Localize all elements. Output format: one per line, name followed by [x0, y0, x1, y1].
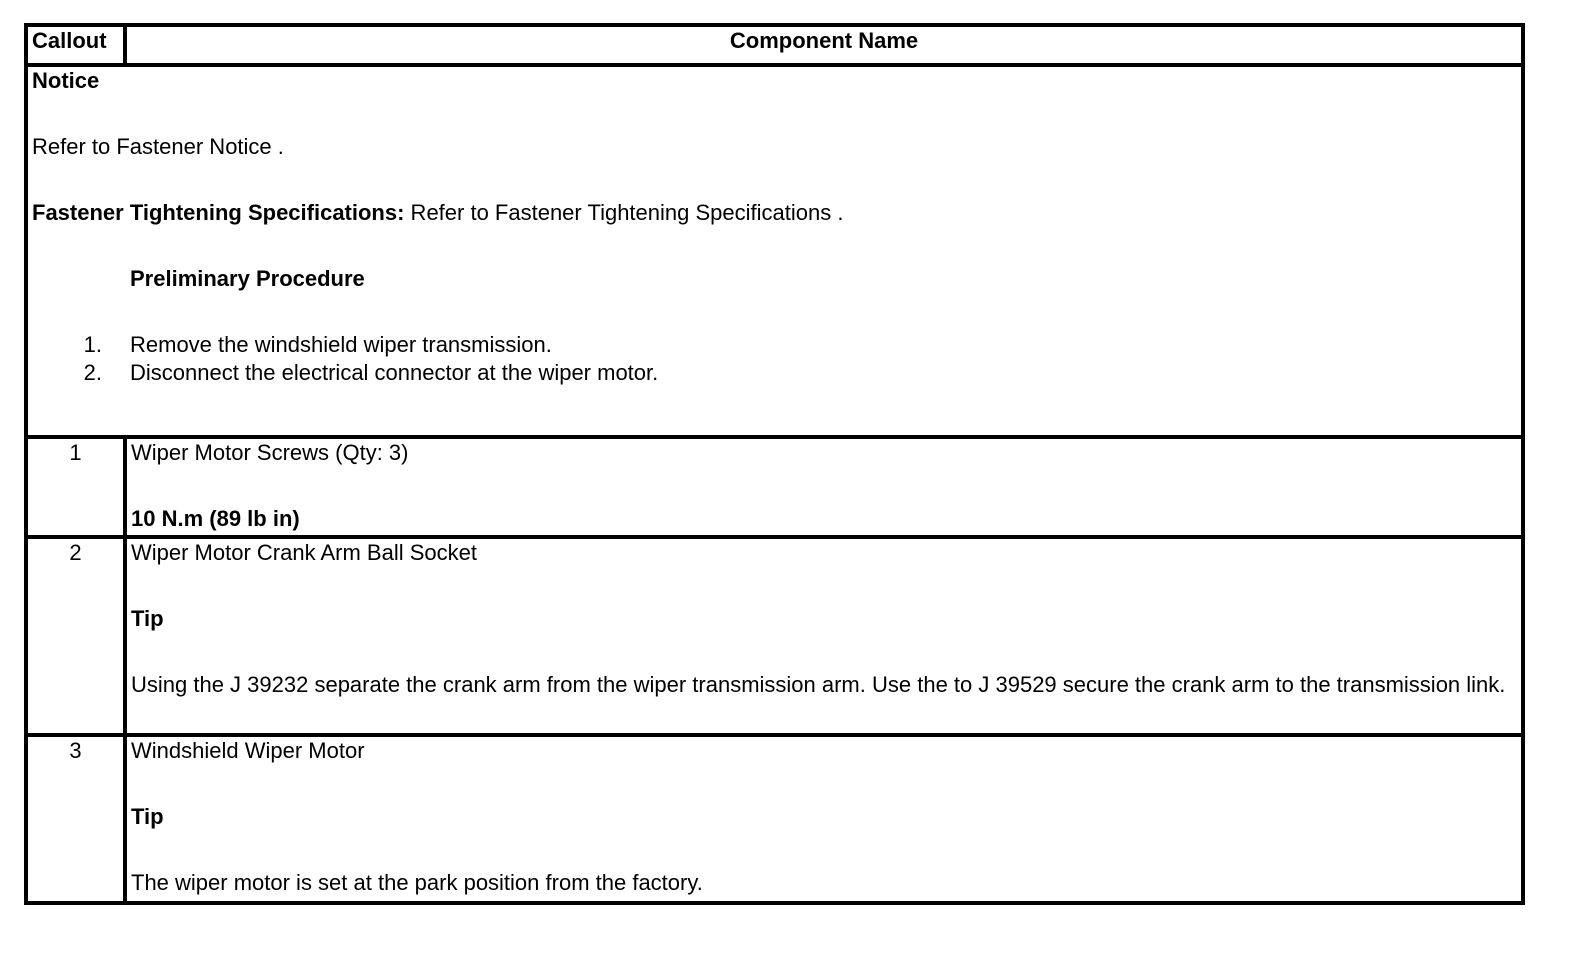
fastener-spec-label: Fastener Tightening Specifications:: [32, 200, 405, 225]
step-number: 2.: [83, 360, 102, 385]
tip-text: The wiper motor is set at the park position from the factory.: [131, 870, 703, 895]
callout-number: 1: [26, 437, 125, 537]
notice-text: Refer to Fastener Notice .: [32, 134, 284, 159]
component-cell: [125, 437, 1523, 537]
step-text: Remove the windshield wiper transmission.: [130, 332, 552, 357]
notice-title: Notice: [32, 68, 100, 93]
component-table: [24, 23, 1525, 905]
preliminary-procedure-title: Preliminary Procedure: [130, 266, 365, 291]
procedure-steps: [32, 331, 1517, 387]
table-row: [26, 537, 1523, 735]
notice-row: [26, 65, 1523, 437]
fastener-spec-text: Refer to Fastener Tightening Specifications .: [404, 200, 844, 225]
step-text: Disconnect the electrical connector at the wiper motor.: [130, 360, 659, 385]
callout-number: 2: [26, 537, 125, 735]
procedure-step: [32, 331, 1517, 359]
table-row: [26, 437, 1523, 537]
header-component-name: Component Name: [125, 25, 1523, 65]
torque-spec: 10 N.m (89 lb in): [131, 506, 300, 531]
callout-number: 3: [26, 735, 125, 903]
table-header-row: [26, 25, 1523, 65]
notice-cell: [26, 65, 1523, 437]
header-callout: Callout: [26, 25, 125, 65]
component-name: Wiper Motor Crank Arm Ball Socket: [131, 540, 477, 565]
step-number: 1.: [83, 332, 102, 357]
tip-text: Using the J 39232 separate the crank arm from the wiper transmission arm. Use the to J 39529 secure the crank arm to the transmission link.: [131, 672, 1506, 697]
component-cell: [125, 537, 1523, 735]
procedure-step: [32, 359, 1517, 387]
component-name: Wiper Motor Screws (Qty: 3): [131, 440, 409, 465]
table-row: [26, 735, 1523, 903]
component-name: Windshield Wiper Motor: [131, 738, 365, 763]
tip-label: Tip: [131, 606, 164, 631]
component-cell: [125, 735, 1523, 903]
fastener-spec-line: [32, 199, 1517, 227]
tip-label: Tip: [131, 804, 164, 829]
